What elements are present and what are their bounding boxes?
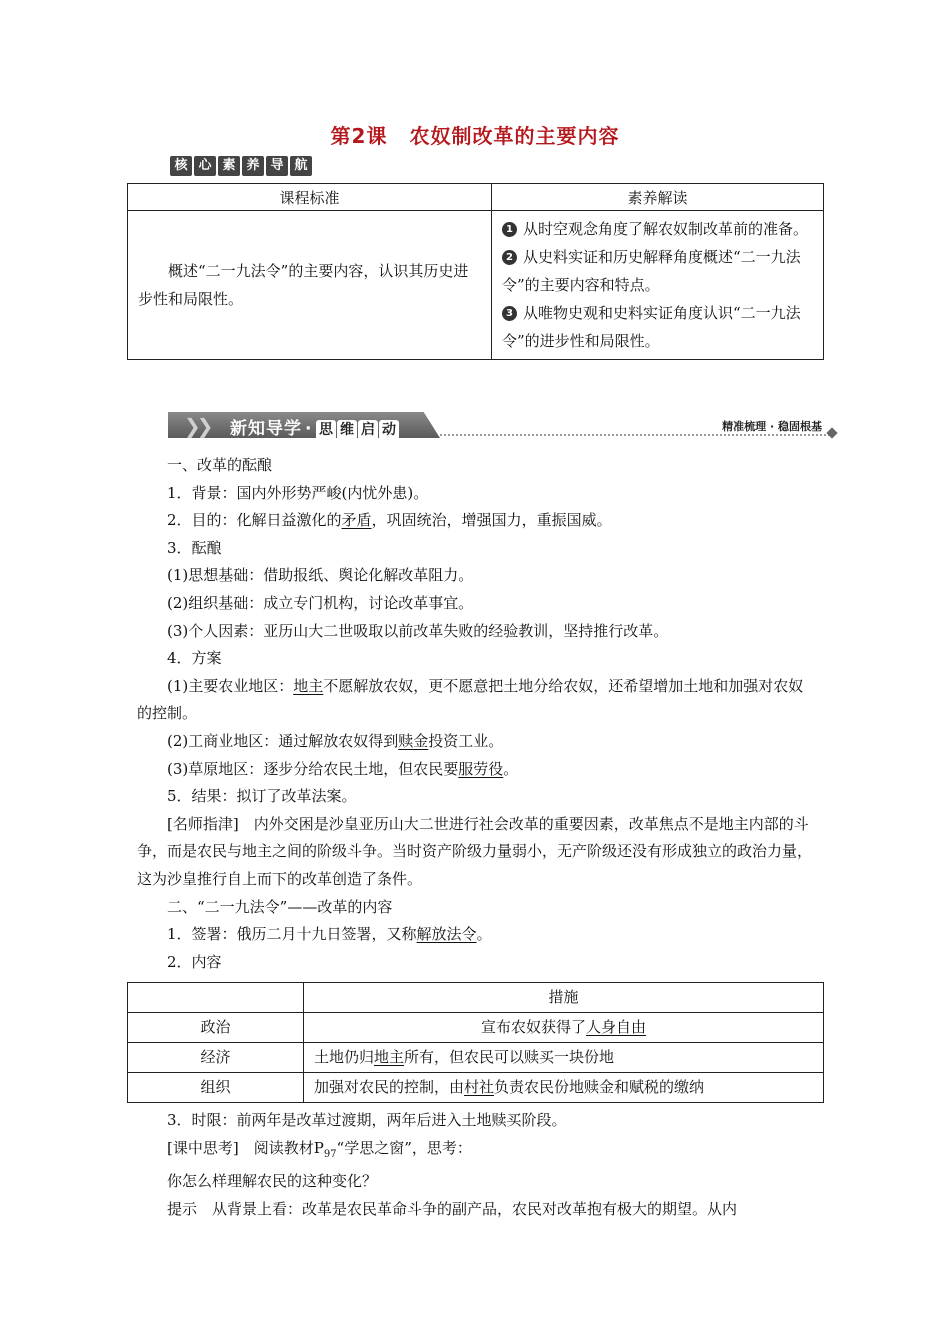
diamond-icon (826, 427, 837, 438)
paragraph: (3)草原地区：逐步分给农民土地，但农民要服劳役。 (167, 759, 519, 778)
header-literacy: 素养解读 (492, 184, 824, 211)
number-2-icon: 2 (502, 250, 517, 265)
row-content: 土地仍归地主所有，但农民可以赎买一块份地 (304, 1043, 824, 1073)
dotted-line (440, 434, 830, 436)
section-heading: 二、“二一九法令”——改革的内容 (167, 897, 393, 916)
paragraph: 1．背景：国内外形势严峻(内忧外患)。 (167, 483, 429, 502)
core-literacy-badge (170, 156, 312, 176)
row-content: 加强对农民的控制，由村社负责农民份地赎金和赋税的缴纳 (304, 1073, 824, 1103)
table-row (128, 1073, 824, 1103)
paragraph: 3．时限：前两年是改革过渡期，两年后进入土地赎买阶段。 (167, 1111, 567, 1130)
badge-char: 养 (242, 156, 264, 176)
badge-char: 航 (290, 156, 312, 176)
literacy-item: 2 从史料实证和历史解释角度概述“二一九法令”的主要内容和特点。 (502, 248, 801, 294)
hint: 提示 从背景上看：改革是农民革命斗争的副产品，农民对改革抱有极大的期望。从内 (167, 1200, 738, 1219)
key-term: 解放法令 (416, 925, 477, 944)
paragraph: (1)主要农业地区：地主不愿解放农奴，更不愿意把土地分给农奴，还希望增加土地和加强对农奴的控制。 (137, 676, 804, 723)
paragraph: (2)组织基础：成立专门机构，讨论改革事宜。 (167, 593, 474, 612)
badge-char: 核 (170, 156, 192, 176)
badge-char: 导 (266, 156, 288, 176)
lesson-title (0, 120, 950, 149)
paragraph: 5．结果：拟订了改革法案。 (167, 787, 357, 806)
badge-char: 素 (218, 156, 240, 176)
literacy-item: 1 从时空观念角度了解农奴制改革前的准备。 (502, 215, 813, 243)
lesson-number: 第2课 (330, 124, 388, 148)
question: 你怎么样理解农民的这种变化？ (167, 1172, 378, 1191)
literacy-item: 3 从唯物史观和史料实证角度认识“二一九法令”的进步性和局限性。 (502, 304, 801, 350)
table-row (128, 983, 824, 1013)
row-label: 组织 (128, 1073, 304, 1103)
paragraph: (2)工商业地区：通过解放农奴得到赎金投资工业。 (167, 731, 504, 750)
paragraph: 2．内容 (167, 952, 222, 971)
table-row (128, 1013, 824, 1043)
row-label: 政治 (128, 1013, 304, 1043)
double-chevron-icon: ❯❯ (184, 414, 210, 438)
measures-table (127, 982, 824, 1103)
number-3-icon: 3 (502, 306, 517, 321)
paragraph: (1)思想基础：借助报纸、舆论化解改革阻力。 (167, 566, 474, 585)
table-header: 措施 (304, 983, 824, 1013)
key-term: 矛盾 (341, 511, 372, 530)
in-class-thinking: [课中思考] 阅读教材$P_{97}“$学思之窗”，思考： (167, 1138, 472, 1160)
paragraph: 1．签署：俄历二月十九日签署，又称解放法令。 (167, 925, 492, 944)
section-heading: 一、改革的酝酿 (167, 456, 273, 474)
paragraph: (3)个人因素：亚历山大二世吸取以前改革失败的经验教训，坚持推行改革。 (167, 621, 669, 640)
banner-title: 新知导学 · 思 维 启 动 (230, 414, 399, 440)
table-row (128, 1043, 824, 1073)
row-label: 经济 (128, 1043, 304, 1073)
teacher-tip: [名师指津] 内外交困是沙皇亚历山大二世进行社会改革的重要因素，改革焦点不是地主内部的斗争，而是农民与地主之间的阶级斗争。当时资产阶级力量弱小，无产阶级还没有形成独立的政治力量，这为沙皇推行自上而下的改革创造了条件。 (137, 814, 813, 888)
standard-cell (128, 211, 492, 360)
standard-text: 概述“二一九法令”的主要内容，认识其历史进步性和局限性。 (138, 262, 469, 308)
number-1-icon: 1 (502, 222, 517, 237)
header-standard: 课程标准 (128, 184, 492, 211)
lesson-body (137, 452, 817, 1224)
lesson-name: 农奴制改革的主要内容 (409, 124, 620, 148)
paragraph: 2．目的：化解日益激化的矛盾，巩固统治，增强国力，重振国威。 (167, 511, 612, 530)
key-term: 地主 (293, 676, 324, 695)
badge-char: 心 (194, 156, 216, 176)
paragraph: 3．酝酿 (167, 538, 222, 557)
row-content: 宣布农奴获得了人身自由 (304, 1013, 824, 1043)
section-banner (168, 412, 840, 442)
key-term: 服劳役 (458, 759, 504, 778)
paragraph: 4．方案 (167, 649, 222, 668)
literacy-cell (492, 211, 824, 360)
key-term: 赎金 (398, 731, 429, 750)
standards-table (127, 183, 824, 360)
banner-subtitle: 精准梳理 · 稳固根基 (722, 420, 822, 433)
